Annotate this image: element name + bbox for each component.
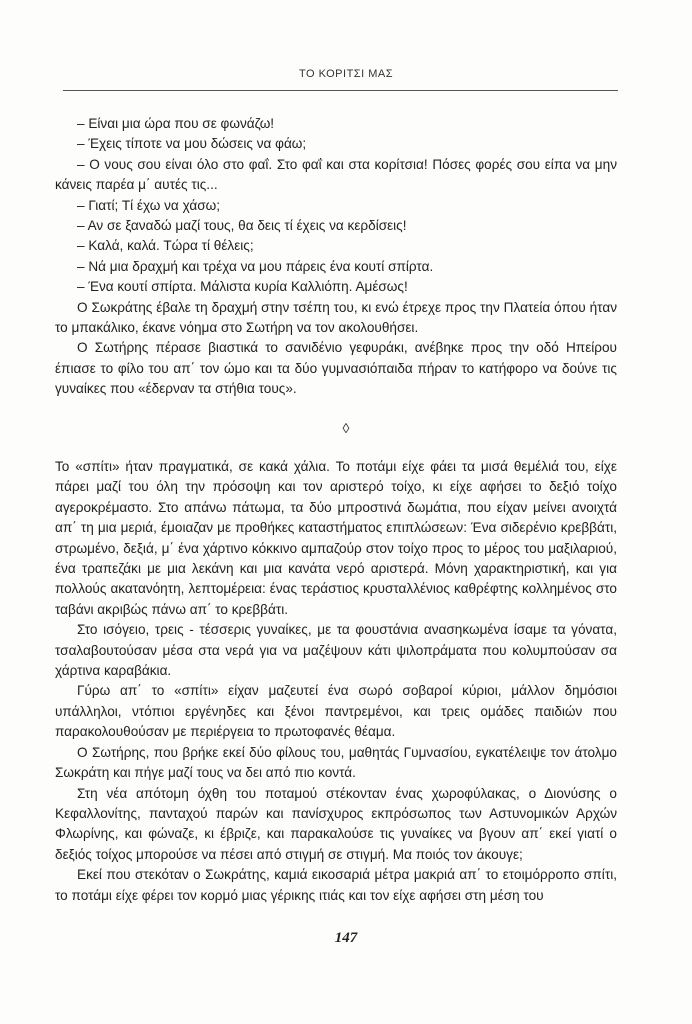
- paragraph: – Γιατί; Τί έχω να χάσω;: [77, 197, 220, 213]
- paragraph: Ο Σωκράτης έβαλε τη δραχμή στην τσέπη του, κι ενώ έτρεχε προς την Πλατεία όπου ήταν το μπακάλικο, έκανε νόημα στο Σωτήρη να τον ακολουθήσει.: [55, 299, 617, 336]
- paragraph: Ο Σωτήρης, που βρήκε εκεί δύο φίλους του, μαθητάς Γυμνασίου, εγκατέλειψε τον άτολμο Σωκράτη και πήγε μαζί τους να δει από πιο κοντά.: [55, 744, 617, 781]
- paragraph: Ο Σωτήρης πέρασε βιαστικά το σανιδένιο γεφυράκι, ανέβηκε προς την οδό Ηπείρου έπιασε το φίλο του απ΄ τον ώμο και τα δύο γυμνασιόπαιδα πήραν το κατήφορο να δούνε τις γυναίκες που «έδερναν τα στήθια τους».: [55, 340, 617, 397]
- paragraph: Γύρω απ΄ το «σπίτι» είχαν μαζευτεί ένα σωρό σοβαροί κύριοι, μάλλον δημόσιοι υπάλληλοι, ντόπιοι εργένηδες και ξένοι παντρεμένοι, και τρεις ομάδες παιδιών που παρακολουθούσαν με περιέργεια το πρωτοφανές θέαμα.: [55, 683, 617, 740]
- paragraph: – Έχεις τίποτε να μου δώσεις να φάω;: [77, 136, 307, 152]
- paragraph: – Είναι μια ώρα που σε φωνάζω!: [77, 116, 275, 131]
- paragraph: Εκεί που στεκόταν ο Σωκράτης, καμιά εικοσαριά μέτρα μακριά απ΄ το ετοιμόρροπο σπίτι, το ποτάμι είχε φέρει τον κορμό μιας γέρικης ιτιάς και τον είχε αφήσει στη μέση του: [55, 867, 617, 903]
- text-block-narrative: [55, 457, 617, 906]
- paragraph: – Αν σε ξαναδώ μαζί τους, θα δεις τί έχεις να κερδίσεις!: [77, 218, 407, 234]
- paragraph: – Ο νους σου είναι όλο στο φαΐ. Στο φαΐ και στα κορίτσια! Πόσες φορές σου είπα να μην κάνεις παρέα μ΄ αυτές τις...: [55, 156, 617, 193]
- text-block-dialogue: [55, 114, 617, 400]
- paragraph: Στη νέα απότομη όχθη του ποταμού στέκονταν ένας χωροφύλακας, ο Διονύσης ο Κεφαλλονίτης, πανταχού παρών και πανίσχυρος εκπρόσωπος των Αστυνομικών Αρχών Φλωρίνης, και φώναζε, κι έβριζε, και παρακαλούσε τις γυναίκες να βγουν απ΄ εκεί γιατί ο δεξιός τοίχος μπορούσε να πέσει από στιγμή σε στιγμή. Μα ποιός τον άκουγε;: [55, 785, 617, 862]
- running-head: ΤΟ ΚΟΡΙΤΣΙ ΜΑΣ: [298, 68, 393, 80]
- paragraph: – Καλά, καλά. Τώρα τί θέλεις;: [77, 238, 254, 254]
- paragraph: – Ένα κουτί σπίρτα. Μάλιστα κυρία Καλλιόπη. Αμέσως!: [77, 279, 408, 295]
- header-rule: [63, 90, 618, 91]
- paragraph: Το «σπίτι» ήταν πραγματικά, σε κακά χάλια. Το ποτάμι είχε φάει τα μισά θεμέλιά του, είχε πάρει μαζί του όλη την πρόσοψη και τον αριστερό τοίχο, κι είχε αφήσει το δεξιό τοίχο αγεροκρέμαστο. Στο απάνω πάτωμα, τα δύο μπροστινά δωμάτια, που είχαν μείνει ανοιχτά απ΄ τη μια μεριά, έμοιαζαν με προθήκες καταστήματος επιπλώσεων: Ένα σιδερένιο κρεββάτι, στρωμένο, δεξιά, μ΄ ένα χάρτινο κόκκινο αμπαζούρ στον τοίχο προς το μέρος του μαξιλαριού, ένα τραπεζάκι με μια λεκάνη και μια κανάτα νερό αριστερά. Μόνη χαρακτηριστική, και για πολλούς ακατανόητη, λεπτομέρεια: ένας τεράστιος κρυσταλλένιος καθρέφτης κολλημένος στο ταβάνι ακριβώς πάνω απ΄ το κρεββάτι.: [55, 459, 617, 617]
- page-number: 147: [334, 930, 358, 946]
- section-ornament: ◊: [342, 420, 350, 436]
- paragraph: – Νά μια δραχμή και τρέχα να μου πάρεις ένα κουτί σπίρτα.: [77, 258, 434, 274]
- paragraph: Στο ισόγειο, τρεις - τέσσερις γυναίκες, με τα φουστάνια ανασηκωμένα ίσαμε τα γόνατα, τσαλαβουτούσαν μέσα στα νερά για να μαζέψουν κάτι ψιλοπράματα που κολυμπούσαν σα χάρτινα καραβάκια.: [55, 622, 617, 679]
